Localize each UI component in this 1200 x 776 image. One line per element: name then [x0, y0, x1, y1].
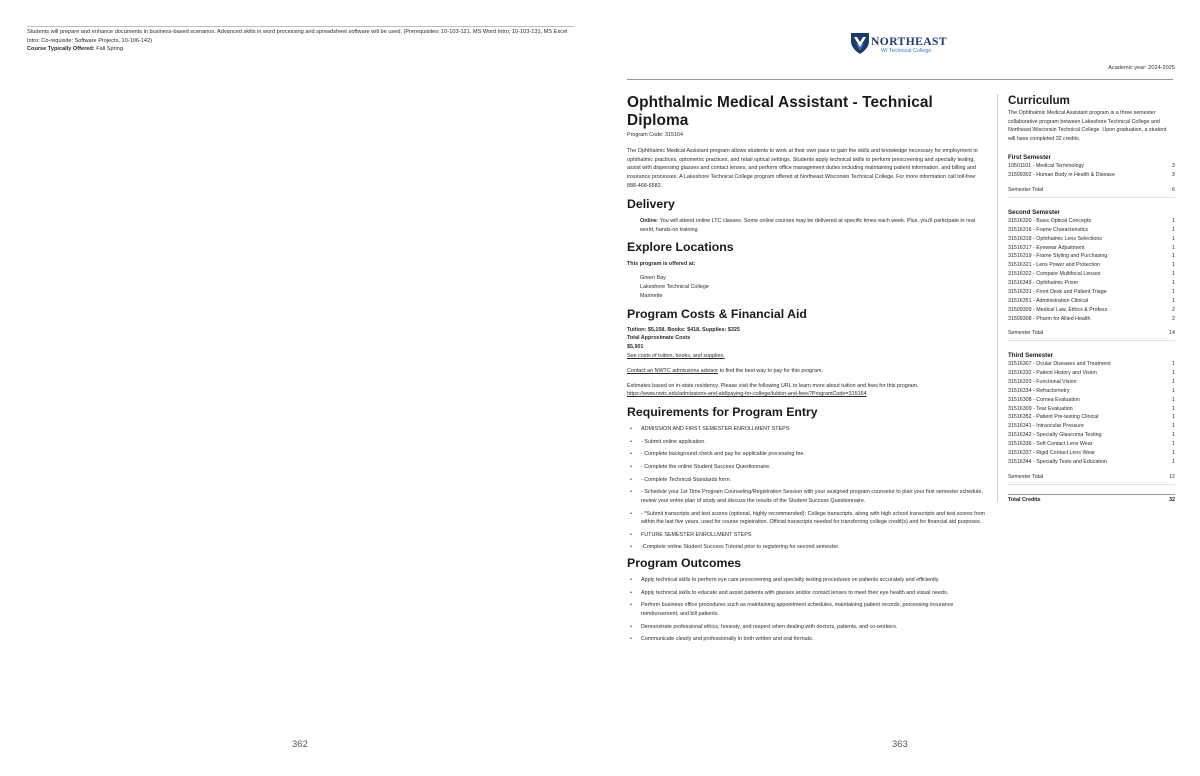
course-row	[1008, 378, 1175, 387]
course-name: 31516337 - Rigid Contact Lens Wear	[1008, 449, 1096, 456]
semester-total	[1008, 186, 1175, 198]
course-credits: 1	[1172, 396, 1175, 403]
course-row	[1008, 413, 1175, 422]
course-row	[1008, 162, 1175, 171]
course-credits: 1	[1172, 288, 1175, 295]
list-item: • - Complete the online Student Success Questionnaire.	[627, 463, 987, 472]
list-item: • Communicate clearly and professionally in both written and oral formats.	[627, 635, 987, 644]
curriculum-sidebar	[997, 94, 1175, 502]
logo-name: NORTHEAST	[871, 35, 947, 48]
semester-title: Third Semester	[1008, 352, 1054, 360]
list-item: • - Complete background check and pay for applicable processing fee.	[627, 450, 987, 459]
course-description: Students will prepare and enhance documents in business-based scenarios. Advanced skills in word processing and spreadsheet software will be used. (Prerequisites: 10-103-121, MS Word Intro; 10-103-131, MS Excel Intro; Co-requisite: Software Projects, 10-106-142)	[27, 29, 568, 44]
semester-total	[1008, 473, 1175, 485]
course-name: 31516349 - Ophthalmic Prism	[1008, 280, 1079, 287]
semester-total-label: Semester Total	[1008, 330, 1044, 337]
course-name: 31516344 - Specialty Tests and Education	[1008, 458, 1107, 465]
course-name: 31516308 - Cornea Evaluation	[1008, 396, 1080, 403]
course-credits: 1	[1172, 432, 1175, 439]
list-item: • Demonstrate professional ethics, honesty, and respect when dealing with doctors, patients, and co-workers.	[627, 623, 987, 632]
divider	[627, 79, 1173, 80]
course-credits: 1	[1172, 414, 1175, 421]
semester-total-value: 14	[1169, 330, 1175, 337]
semester-course-list	[1008, 360, 1175, 467]
list-item: • -Complete online Student Success Tutorial prior to registering for second semester.	[627, 543, 987, 552]
course-credits: 1	[1172, 449, 1175, 456]
course-row	[1008, 315, 1175, 324]
locations-intro: This program is offered at:	[627, 261, 696, 268]
delivery-heading: Delivery	[627, 196, 675, 211]
course-row	[1008, 226, 1175, 235]
list-item: • - Schedule your 1st Time Program Counseling/Registration Session with your assigned program counselor to plan your first semester schedule, review your entire plan of study and discuss the results of the Student Success Questionnaire.	[627, 488, 987, 506]
curriculum-heading: Curriculum	[1008, 94, 1070, 107]
course-row	[1008, 297, 1175, 306]
course-name: 31516321 - Lens Power and Protection	[1008, 262, 1100, 269]
course-row	[1008, 396, 1175, 405]
course-name: 31516341 - Intraocular Pressure	[1008, 423, 1084, 430]
page-number-right: 363	[892, 739, 908, 750]
page-number-left: 362	[292, 739, 308, 750]
course-credits: 1	[1172, 253, 1175, 260]
course-name: 31516331 - Front Desk and Patient Triage	[1008, 288, 1107, 295]
outcomes-heading: Program Outcomes	[627, 556, 742, 571]
course-row	[1008, 261, 1175, 270]
delivery-label: Online	[640, 217, 657, 224]
semester-course-list	[1008, 162, 1175, 180]
total-credits-label: Total Credits	[1008, 496, 1041, 503]
academic-year: Academic year: 2024-2025	[1108, 65, 1175, 71]
course-row	[1008, 270, 1175, 279]
costs-heading: Program Costs & Financial Aid	[627, 306, 807, 321]
course-name: 31516336 - Soft Contact Lens Wear	[1008, 441, 1093, 448]
list-item: • Apply technical skills to educate and assist patients with glasses and/or contact lenses to meet their eye health and visual needs.	[627, 589, 987, 598]
semester-total-value: 12	[1169, 473, 1175, 480]
course-credits: 1	[1172, 262, 1175, 269]
tuition-url-link[interactable]: https://www.nwtc.edu/admissions-and-aid/paying-for-college/tuition-and-fees?ProgramCode=315164	[627, 391, 867, 398]
advisor-text: to find the best way to pay for this program.	[718, 367, 823, 374]
course-row	[1008, 244, 1175, 253]
logo-subtitle: WI Technical College	[881, 48, 932, 54]
course-credits: 1	[1172, 458, 1175, 465]
course-name: 31516352 - Patient Pre-testing Clinical	[1008, 414, 1099, 421]
course-row	[1008, 279, 1175, 288]
course-row	[1008, 387, 1175, 396]
divider	[27, 26, 574, 27]
course-name: 31516307 - Ocular Diseases and Treatment	[1008, 361, 1111, 368]
course-row	[1008, 252, 1175, 261]
course-credits: 1	[1172, 271, 1175, 278]
tuition-line: Tuition: $5,158, Books: $418, Supplies: $325	[627, 326, 740, 333]
advisor-line	[627, 367, 987, 376]
semester-total-label: Semester Total	[1008, 473, 1044, 480]
course-name: 31516322 - Compare Multifocal Lenses	[1008, 271, 1101, 278]
course-credits: 2	[1172, 315, 1175, 322]
semester-total-value: 6	[1172, 187, 1175, 194]
course-row	[1008, 217, 1175, 226]
course-row	[1008, 449, 1175, 458]
course-row	[1008, 405, 1175, 414]
course-name: 31509308 - Pharm for Allied Health	[1008, 315, 1091, 322]
course-name: 31509309 - Medical Law, Ethics & Profess	[1008, 306, 1108, 313]
course-name: 31516333 - Functional Vision	[1008, 378, 1077, 385]
list-item: • FUTURE SEMESTER ENROLLMENT STEPS	[627, 531, 987, 540]
course-name: 31516332 - Patient History and Vision	[1008, 370, 1097, 377]
offered-label: Course Typically Offered:	[27, 46, 95, 52]
estimate-text: Estimates based on in-state residency. Please visit the following URL to learn more about tuition and fees for this program.	[627, 382, 919, 389]
shield-logo-icon	[850, 31, 870, 55]
program-code: Program Code: 315164	[627, 132, 684, 138]
total-costs-value: $5,901	[627, 344, 644, 351]
course-credits: 1	[1172, 297, 1175, 304]
total-credits	[1008, 494, 1175, 503]
course-name: 31516351 - Administration Clinical	[1008, 297, 1089, 304]
course-name: 31509302 - Human Body in Health & Disease	[1008, 172, 1115, 179]
total-costs-label: Total Approximate Costs	[627, 335, 691, 342]
semester-total	[1008, 329, 1175, 341]
costs-link[interactable]: See costs of tuition, books, and supplies.	[627, 352, 725, 359]
course-row	[1008, 171, 1175, 180]
course-name: 31516309 - Tear Evaluation	[1008, 405, 1073, 412]
course-name: 31516334 - Refractometry	[1008, 387, 1070, 394]
program-intro: The Ophthalmic Medical Assistant program allows students to work at their own pace to gain the skills and knowledge necessary for employment in ophthalmic practices, optometric practices, and retail optical settings. Students apply technical skills to perform prescreening and specialty testing, assist with dispensing glasses and contact lenses, and perform office management duties including maintaining patient information, and billing and insurance processes. A Lakeshore Technical College program offered at Northeast Wisconsin Technical College. For more information call toll-free: 888-468-6582.	[627, 147, 978, 189]
location-item: Green Bay	[640, 275, 666, 282]
course-name: 31516319 - Frame Styling and Purchasing	[1008, 253, 1108, 260]
semester-title: First Semester	[1008, 154, 1051, 162]
total-credits-value: 32	[1169, 496, 1175, 503]
program-main-column	[627, 94, 987, 648]
course-credits: 1	[1172, 405, 1175, 412]
location-item: Marinette	[640, 292, 663, 299]
semester-total-label: Semester Total	[1008, 187, 1044, 194]
course-credits: 1	[1172, 235, 1175, 242]
list-item: • ADMISSION AND FIRST SEMESTER ENROLLMENT STEPS	[627, 425, 987, 434]
course-name: 31516320 - Basic Optical Concepts	[1008, 217, 1092, 224]
course-credits: 1	[1172, 387, 1175, 394]
list-item: • - *Submit transcripts and test scores (optional, highly recommended): College transcripts, along with high school transcripts and test scores from within the last five years, used for course registration. Official transcripts needed for transferring college credit(s) and for financial aid purposes.	[627, 510, 987, 528]
course-credits: 1	[1172, 361, 1175, 368]
course-name: 31516318 - Ophthalmic Lens Selections	[1008, 235, 1102, 242]
course-credits: 1	[1172, 280, 1175, 287]
location-item: Lakeshore Technical College	[640, 283, 709, 290]
course-offered	[27, 45, 123, 54]
course-row	[1008, 288, 1175, 297]
delivery-text	[627, 217, 987, 235]
course-credits: 3	[1172, 163, 1175, 170]
program-title: Ophthalmic Medical Assistant - Technical Diploma	[627, 94, 933, 129]
course-credits: 1	[1172, 370, 1175, 377]
course-credits: 1	[1172, 423, 1175, 430]
outcomes-list	[627, 576, 987, 644]
course-row	[1008, 360, 1175, 369]
list-item: • - Submit online application.	[627, 438, 987, 447]
locations-heading: Explore Locations	[627, 240, 734, 255]
course-credits: 1	[1172, 378, 1175, 385]
course-row	[1008, 458, 1175, 467]
course-credits: 1	[1172, 217, 1175, 224]
semester-title: Second Semester	[1008, 208, 1060, 216]
college-logo	[850, 31, 960, 57]
curriculum-description: The Ophthalmic Medical Assistant program is a three semester collaborative program between Lakeshore Technical College and Northeast Wisconsin Technical College. Upon graduation, a student will have completed 32 credits.	[1008, 110, 1167, 142]
offered-value: Fall Spring	[94, 46, 123, 52]
requirements-list	[627, 425, 987, 552]
course-credits: 1	[1172, 226, 1175, 233]
advisor-link[interactable]: Contact an NWTC admissions advisor	[627, 367, 719, 374]
location-list	[627, 274, 987, 300]
course-row	[1008, 306, 1175, 315]
course-credits: 1	[1172, 441, 1175, 448]
course-name: 31516317 - Eyewear Adjustment	[1008, 244, 1085, 251]
delivery-description: : You will attend online LTC classes. Some online courses may be delivered at specific times each week. Plus, you'll participate in real world, hands-on training.	[640, 217, 976, 233]
course-name: 31516342 - Specialty Glaucoma Testing	[1008, 432, 1102, 439]
course-credits: 2	[1172, 306, 1175, 313]
semester-course-list	[1008, 217, 1175, 324]
course-row	[1008, 431, 1175, 440]
course-row	[1008, 369, 1175, 378]
course-row	[1008, 235, 1175, 244]
course-row	[1008, 440, 1175, 449]
list-item: • Apply technical skills to perform eye care prescreening and specialty testing procedures on patients accurately and efficiently.	[627, 576, 987, 585]
course-credits: 1	[1172, 244, 1175, 251]
requirements-heading: Requirements for Program Entry	[627, 405, 818, 420]
course-row	[1008, 422, 1175, 431]
list-item: • - Complete Technical Standards form.	[627, 476, 987, 485]
course-name: 31516316 - Frame Characteristics	[1008, 226, 1089, 233]
course-name: 10501101 - Medical Terminology	[1008, 163, 1085, 170]
list-item: • Perform business office procedures such as maintaining appointment schedules, maintaining patient records, processing insurance reimbursement, and bill patients.	[627, 601, 987, 619]
course-credits: 3	[1172, 172, 1175, 179]
